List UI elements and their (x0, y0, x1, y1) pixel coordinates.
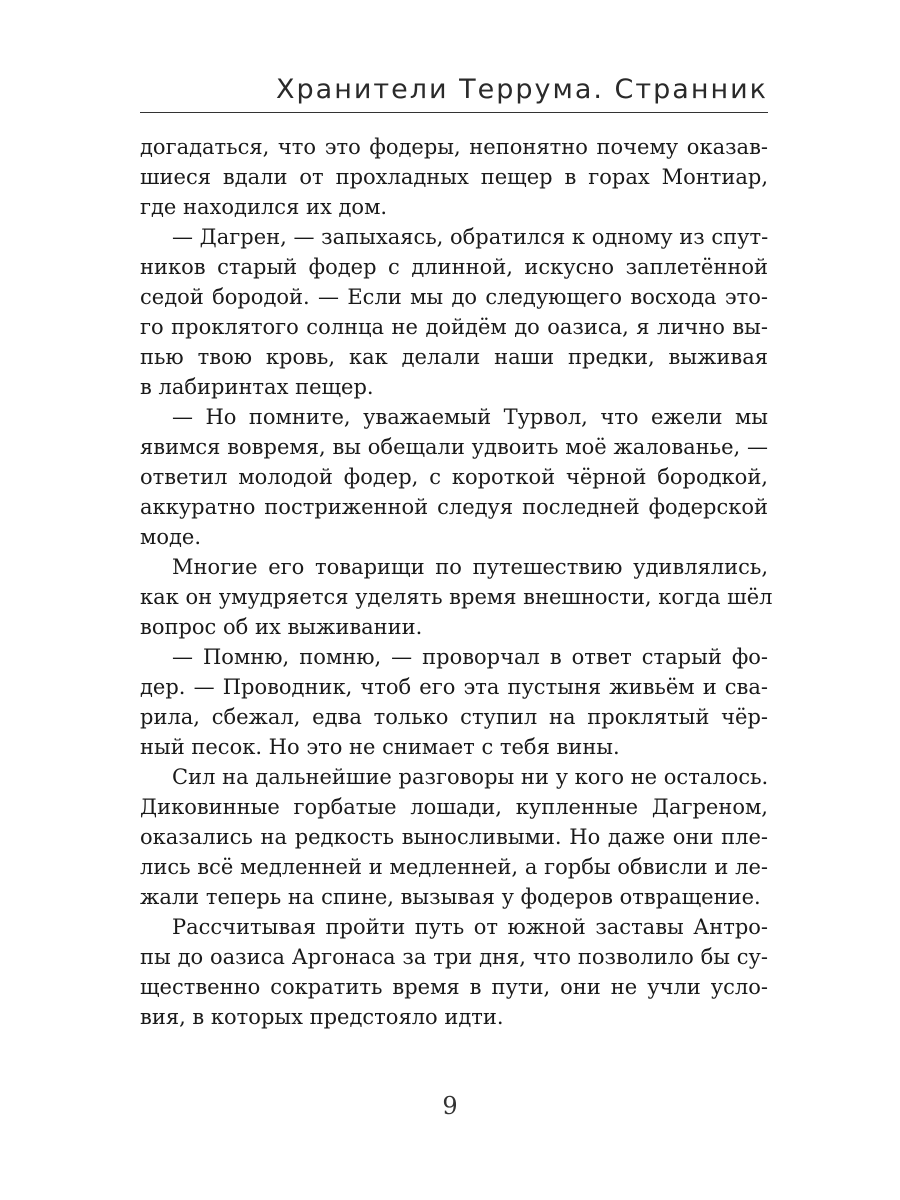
text-line: Многие его товарищи по путешествию удивлялись, (172, 555, 768, 579)
text-line: Диковинные горбатые лошади, купленные Дагреном, (140, 795, 768, 819)
text-line: вопрос об их выживании. (140, 615, 423, 639)
text-line: в лабиринтах пещер. (140, 375, 374, 399)
text-line: щественно сократить время в пути, они не учли усло- (140, 975, 768, 999)
page-number: 9 (442, 1092, 458, 1120)
header-rule (140, 112, 768, 113)
text-line: го проклятого солнца не дойдём до оазиса, я лично вы- (140, 315, 768, 339)
text-line: моде. (140, 525, 202, 549)
text-line: ников старый фодер с длинной, искусно заплетённой (140, 255, 768, 279)
text-line: Рассчитывая пройти путь от южной заставы Антро- (172, 915, 768, 939)
text-line: явимся вовремя, вы обещали удвоить моё жалованье, — (140, 435, 768, 459)
body-text (140, 132, 773, 1032)
text-line: ответил молодой фодер, с короткой чёрной бородкой, (140, 465, 768, 489)
text-line: — Дагрен, — запыхаясь, обратился к одному из спут- (172, 225, 769, 249)
text-line: оказались на редкость выносливыми. Но даже они пле- (140, 825, 768, 849)
text-line: дер. — Проводник, чтоб его эта пустыня живьём и сва- (140, 675, 768, 699)
text-line: ный песок. Но это не снимает с тебя вины. (140, 735, 620, 759)
text-line: как он умудряется уделять время внешности, когда шёл (140, 585, 773, 609)
text-line: шиеся вдали от прохладных пещер в горах Монтиар, (140, 165, 768, 189)
text-line: аккуратно постриженной следуя последней фодерской (140, 495, 768, 519)
text-line: жали теперь на спине, вызывая у фодеров отвращение. (140, 885, 761, 909)
text-line: рила, сбежал, едва только ступил на проклятый чёр- (140, 705, 768, 729)
running-header (140, 72, 768, 116)
text-line: пы до оазиса Аргонаса за три дня, что позволило бы су- (140, 945, 768, 969)
text-line: где находился их дом. (140, 195, 388, 219)
text-line: — Но помните, уважаемый Турвол, что ежели мы (172, 405, 768, 429)
text-line: седой бородой. — Если мы до следующего восхода это- (140, 285, 768, 309)
text-line: вия, в которых предстояло идти. (140, 1005, 504, 1029)
running-title: Хранители Террума. Странник (276, 74, 768, 105)
text-line: лись всё медленней и медленней, а горбы обвисли и ле- (140, 855, 768, 879)
text-line: Сил на дальнейшие разговоры ни у кого не осталось. (172, 765, 769, 789)
text-line: пью твою кровь, как делали наши предки, выживая (140, 345, 768, 369)
text-line: догадаться, что это фодеры, непонятно почему оказав- (140, 135, 768, 159)
text-line: — Помню, помню, — проворчал в ответ старый фо- (172, 645, 768, 669)
